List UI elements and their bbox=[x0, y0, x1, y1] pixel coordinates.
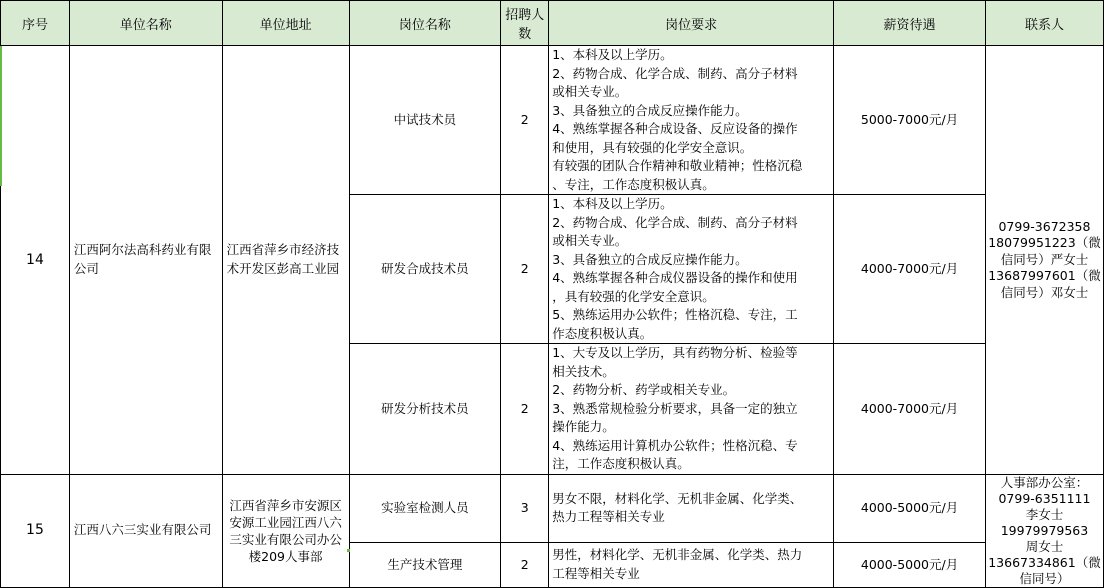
header-salary: 薪资待遇 bbox=[834, 1, 986, 46]
requirement-line: 2、药物合成、化学合成、制药、高分子材料 bbox=[552, 214, 798, 230]
requirement-line: 相关技术。 bbox=[552, 363, 615, 379]
header-row bbox=[1, 1, 1104, 46]
header-address: 单位地址 bbox=[222, 1, 349, 46]
requirements-cell bbox=[549, 474, 834, 543]
contact-line: 19979979563 bbox=[1000, 522, 1089, 538]
count-cell: 3 bbox=[501, 474, 549, 543]
contact-line: 周女士 bbox=[1025, 538, 1064, 554]
position-title-cell: 实验室检测人员 bbox=[349, 474, 501, 543]
requirement-line: ，具有较强的化学安全意识。 bbox=[552, 288, 715, 304]
position-title-cell: 生产技术管理 bbox=[349, 543, 501, 587]
contact-line: 信同号）严女士 bbox=[1000, 251, 1089, 267]
requirement-line: 操作能力。 bbox=[552, 419, 615, 434]
position-title-cell: 研发合成技术员 bbox=[349, 195, 501, 344]
address-cell: 江西省萍乡市安源区安源工业园江西八六三实业有限公司办公楼209人事部 bbox=[222, 474, 349, 587]
company-name-cell: 江西阿尔法高科药业有限公司 bbox=[69, 46, 222, 475]
requirement-line: 工程等相关专业 bbox=[552, 565, 640, 581]
requirement-line: 4、熟练掌握各种合成仪器设备的操作和使用 bbox=[552, 270, 798, 285]
contact-line: 信同号） bbox=[1019, 570, 1070, 586]
contact-line: 李女士 bbox=[1025, 506, 1064, 522]
salary-cell: 5000-7000元/月 bbox=[834, 46, 986, 195]
requirement-line: 4、熟练掌握各种合成设备、反应设备的操作 bbox=[552, 121, 798, 136]
requirement-line: 有较强的团队合作精神和敬业精神；性格沉稳 bbox=[552, 158, 803, 173]
contact-line: 0799-6351111 bbox=[998, 490, 1091, 506]
requirement-line: 热力工程等相关专业 bbox=[552, 509, 665, 525]
header-contact: 联系人 bbox=[985, 1, 1103, 46]
contact-cell bbox=[985, 474, 1103, 587]
salary-cell: 4000-7000元/月 bbox=[834, 195, 986, 344]
count-cell: 2 bbox=[501, 543, 549, 587]
contact-line: 信同号）邓女士 bbox=[1000, 284, 1089, 300]
requirement-line: 3、具备独立的合成反应操作能力。 bbox=[552, 251, 748, 267]
position-title-cell: 中试技术员 bbox=[349, 46, 501, 195]
requirement-line: 5、熟练运用办公软件；性格沉稳、专注，工 bbox=[552, 307, 798, 322]
contact-cell bbox=[985, 46, 1103, 475]
requirement-line: 4、熟练运用计算机办公软件；性格沉稳、专 bbox=[552, 437, 798, 453]
requirement-line: 2、药物合成、化学合成、制药、高分子材料 bbox=[552, 65, 798, 81]
salary-cell: 4000-7000元/月 bbox=[834, 344, 986, 475]
requirement-line: 、专注，工作态度积极认真。 bbox=[552, 176, 715, 192]
requirement-line: 或相关专业。 bbox=[552, 84, 628, 99]
table-row bbox=[1, 474, 1104, 543]
requirement-line: 或相关专业。 bbox=[552, 233, 628, 248]
contact-line: 13687997601（微 bbox=[988, 268, 1101, 283]
requirement-line: 注，工作态度积极认真。 bbox=[552, 456, 690, 471]
header-seq: 序号 bbox=[1, 1, 70, 46]
header-company: 单位名称 bbox=[69, 1, 222, 46]
requirement-line: 2、药物分析、药学或相关专业。 bbox=[552, 382, 736, 397]
requirement-line: 和使用，具有较强的化学安全意识。 bbox=[552, 139, 753, 155]
table-row bbox=[1, 46, 1104, 195]
header-count: 招聘人数 bbox=[501, 1, 549, 46]
requirement-line: 1、大专及以上学历，具有药物分析、检验等 bbox=[552, 345, 798, 360]
requirement-line: 3、熟悉常规检验分析要求，具备一定的独立 bbox=[552, 400, 798, 416]
contact-line: 0799-3672358 bbox=[998, 218, 1091, 234]
requirement-line: 男女不限，材料化学、无机非金属、化学类、 bbox=[552, 490, 803, 506]
position-title-cell: 研发分析技术员 bbox=[349, 344, 501, 475]
requirement-line: 3、具备独立的合成反应操作能力。 bbox=[552, 102, 748, 118]
requirement-line: 作态度积极认真。 bbox=[552, 325, 653, 341]
header-requirements: 岗位要求 bbox=[549, 1, 834, 46]
count-cell: 2 bbox=[501, 195, 549, 344]
requirements-cell bbox=[549, 195, 834, 344]
contact-line: 18079951223（微 bbox=[988, 235, 1101, 250]
salary-cell: 4000-5000元/月 bbox=[834, 543, 986, 587]
requirements-cell bbox=[549, 344, 834, 475]
company-name-cell: 江西八六三实业有限公司 bbox=[69, 474, 222, 587]
salary-cell: 4000-5000元/月 bbox=[834, 474, 986, 543]
selection-marker bbox=[0, 46, 2, 186]
requirement-line: 1、本科及以上学历。 bbox=[552, 47, 673, 62]
count-cell: 2 bbox=[501, 46, 549, 195]
contact-line: 13667334861（微 bbox=[988, 554, 1101, 570]
count-cell: 2 bbox=[501, 344, 549, 475]
seq-cell: 15 bbox=[1, 474, 70, 587]
header-position: 岗位名称 bbox=[349, 1, 501, 46]
address-cell: 江西省萍乡市经济技术开发区彭高工业园 bbox=[222, 46, 349, 475]
requirements-cell bbox=[549, 46, 834, 195]
fill-handle[interactable] bbox=[347, 549, 350, 552]
seq-cell: 14 bbox=[1, 46, 70, 475]
requirement-line: 1、本科及以上学历。 bbox=[552, 196, 673, 211]
requirement-line: 男性，材料化学、无机非金属、化学类、热力 bbox=[552, 547, 803, 563]
requirements-cell bbox=[549, 543, 834, 587]
contact-line: 人事部办公室： bbox=[1000, 474, 1089, 490]
